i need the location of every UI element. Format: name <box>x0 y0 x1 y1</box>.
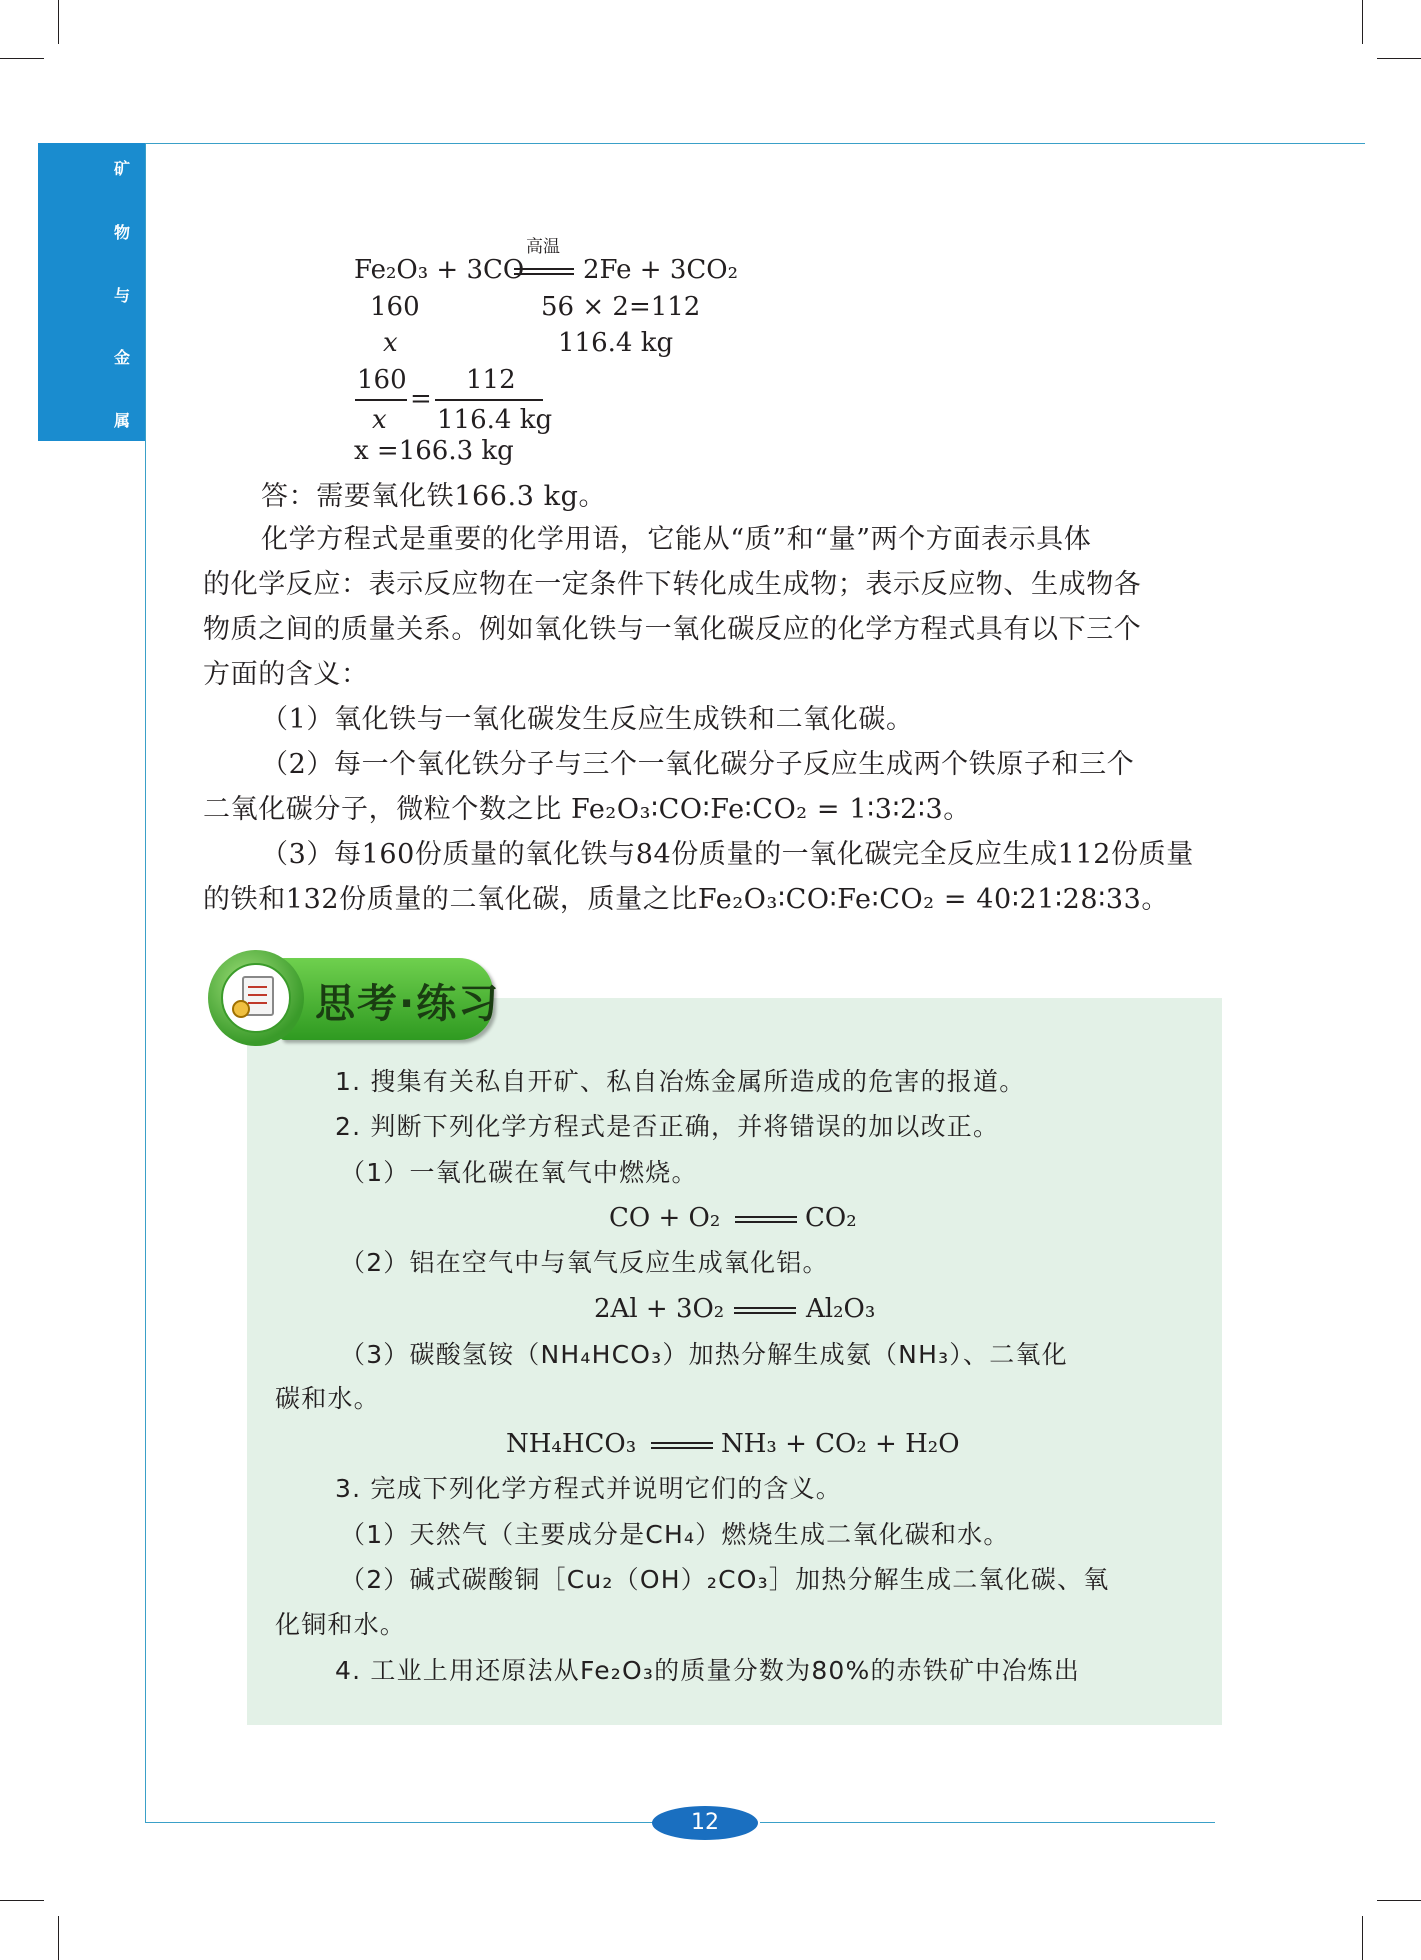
exercise-eq1-rhs: CO₂ <box>805 1203 857 1233</box>
equation-result: x =166.3 kg <box>354 436 514 466</box>
exercise-title: 思考·练习 <box>315 981 501 1027</box>
meaning-2-line: （2）每一个氧化铁分子与三个一氧化碳分子反应生成两个铁原子和三个 <box>261 749 1135 780</box>
exercise-q3-1: （1）天然气（主要成分是CH₄）燃烧生成二氧化碳和水。 <box>340 1520 1010 1549</box>
paragraph-line: 的化学反应：表示反应物在一定条件下转化成生成物；表示反应物、生成物各 <box>203 569 1142 600</box>
equation-lhs: Fe₂O₃ + 3CO <box>354 255 525 285</box>
fraction-bar <box>355 399 407 401</box>
page-number: 12 <box>652 1806 758 1840</box>
exercise-eq2-rhs: Al₂O₃ <box>806 1294 876 1324</box>
explanation-paragraph <box>203 517 1223 922</box>
frame-line <box>760 1822 1215 1823</box>
side-tab-char: 金 <box>113 348 130 367</box>
side-tab-char: 属 <box>113 411 130 430</box>
equation-row2-left: 160 <box>370 292 420 322</box>
exercise-q2: 2. 判断下列化学方程式是否正确，并将错误的加以改正。 <box>335 1112 1000 1141</box>
side-tab-char: 矿 <box>113 159 130 178</box>
clipboard-svg <box>223 965 289 1031</box>
exercise-q3-2b: 化铜和水。 <box>275 1610 407 1639</box>
equation-condition: 高温 <box>526 237 560 257</box>
equation-double-bar <box>514 268 574 275</box>
fraction1-denominator: x <box>372 405 387 435</box>
exercise-q4: 4. 工业上用还原法从Fe₂O₃的质量分数为80%的赤铁矿中冶炼出 <box>335 1656 1081 1685</box>
paragraph-line: 物质之间的质量关系。例如氧化铁与一氧化碳反应的化学方程式具有以下三个 <box>203 614 1142 645</box>
crop-mark <box>0 1900 44 1901</box>
frame-line <box>145 1822 665 1823</box>
crop-mark <box>1362 1916 1363 1960</box>
crop-mark <box>0 58 44 59</box>
meaning-3-line: 的铁和132份质量的二氧化碳，质量之比Fe₂O₃∶CO∶Fe∶CO₂ = 40∶21∶28∶33。 <box>203 884 1169 915</box>
exercise-eq2-lhs: 2Al + 3O₂ <box>594 1294 725 1324</box>
clipboard-icon <box>221 963 291 1033</box>
exercise-q2-1: （1）一氧化碳在氧气中燃烧。 <box>340 1158 698 1187</box>
exercise-q2-3a: （3）碳酸氢铵（NH₄HCO₃）加热分解生成氨（NH₃）、二氧化 <box>340 1340 1068 1369</box>
equation-row2-right: 56 × 2=112 <box>541 292 701 322</box>
exercise-eq1-lhs: CO + O₂ <box>609 1203 721 1233</box>
crop-mark <box>1377 1900 1421 1901</box>
frame-line <box>145 143 1365 144</box>
fraction1-numerator: 160 <box>357 365 407 395</box>
crop-mark <box>58 1916 59 1960</box>
meaning-1: （1）氧化铁与一氧化碳发生反应生成铁和二氧化碳。 <box>261 704 914 735</box>
paragraph-line: 方面的含义： <box>203 659 369 690</box>
paragraph-line: 化学方程式是重要的化学用语，它能从“质”和“量”两个方面表示具体 <box>261 524 1092 555</box>
exercise-eq3-lhs: NH₄HCO₃ <box>506 1429 637 1459</box>
fraction2-denominator: 116.4 kg <box>437 405 553 435</box>
fraction-equals: = <box>410 384 432 414</box>
answer-text: 答：需要氧化铁166.3 kg。 <box>261 481 607 512</box>
side-tab-char: 与 <box>113 286 130 305</box>
equation-rhs: 2Fe + 3CO₂ <box>583 255 739 285</box>
fraction2-numerator: 112 <box>466 365 516 395</box>
crop-mark <box>1362 0 1363 44</box>
equation-row3-left: x <box>383 328 398 358</box>
equation-row3-right: 116.4 kg <box>558 328 674 358</box>
frame-line <box>145 143 146 1823</box>
exercise-q3-2a: （2）碱式碳酸铜［Cu₂（OH）₂CO₃］加热分解生成二氧化碳、氧 <box>340 1565 1110 1594</box>
equation-double-bar <box>651 1442 713 1449</box>
crop-mark <box>58 0 59 44</box>
exercise-eq3-rhs: NH₃ + CO₂ + H₂O <box>721 1429 960 1459</box>
equation-double-bar <box>735 1216 797 1223</box>
crop-mark <box>1377 58 1421 59</box>
meaning-3-line: （3）每160份质量的氧化铁与84份质量的一氧化碳完全反应生成112份质量 <box>261 839 1194 870</box>
answer-line <box>203 474 1223 519</box>
meaning-2-line: 二氧化碳分子，微粒个数之比 Fe₂O₃∶CO∶Fe∶CO₂ = 1∶3∶2∶3。 <box>203 794 971 825</box>
side-tab-char: 物 <box>113 223 130 242</box>
exercise-q2-3b: 碳和水。 <box>275 1384 380 1413</box>
equation-double-bar <box>734 1307 796 1314</box>
exercise-q3: 3. 完成下列化学方程式并说明它们的含义。 <box>335 1474 843 1503</box>
fraction-bar <box>435 399 543 401</box>
exercise-q2-2: （2）铝在空气中与氧气反应生成氧化铝。 <box>340 1248 829 1277</box>
exercise-q1: 1. 搜集有关私自开矿、私自冶炼金属所造成的危害的报道。 <box>335 1067 1026 1096</box>
